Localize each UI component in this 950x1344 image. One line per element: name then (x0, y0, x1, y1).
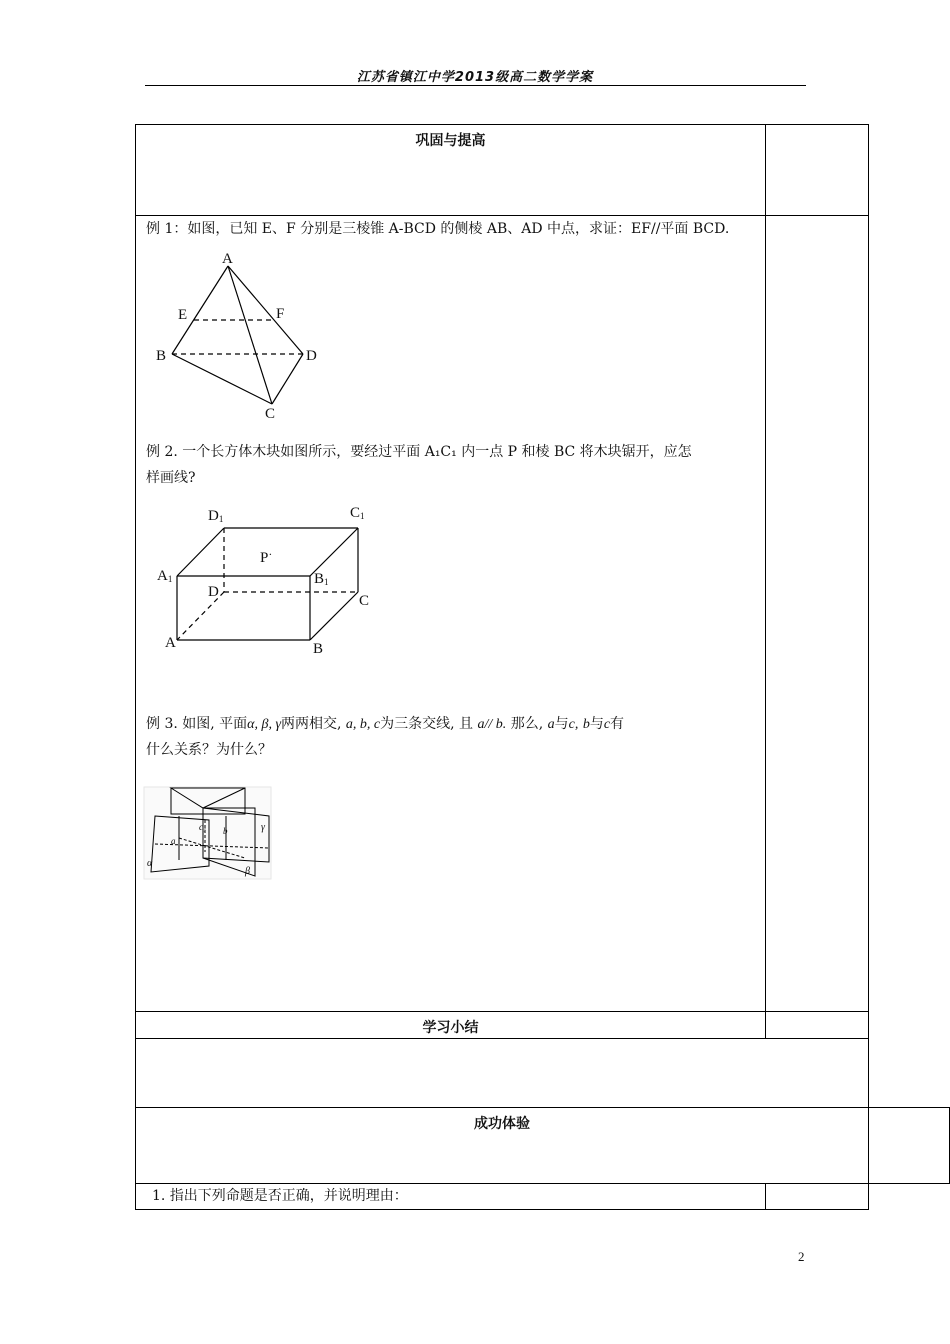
exercise-side-cell (765, 1183, 869, 1210)
summary-title: 学习小结 (422, 1020, 479, 1036)
success-side-cell (868, 1107, 950, 1184)
header-rule (145, 85, 806, 86)
label-D: D (208, 584, 219, 600)
edge-ac (228, 266, 272, 404)
label-C: C (359, 593, 370, 609)
success-title: 成功体验 (474, 1116, 530, 1132)
label-A: A (222, 251, 233, 267)
label-E: E (178, 307, 188, 323)
consolidate-side-cell (765, 124, 869, 216)
example-2-line-1: 例 2. 一个长方体木块如图所示，要经过平面 A₁C₁ 内一点 P 和棱 BC 将木块锯开，应怎 (146, 444, 692, 460)
label-C1: C1 (350, 505, 365, 521)
label-F: F (276, 306, 285, 322)
label-B1: B1 (314, 571, 329, 587)
exercise-1-text: 1. 指出下列命题是否正确，并说明理由： (152, 1188, 408, 1204)
label-c1: c₁ (199, 822, 207, 832)
consolidate-title: 巩固与提高 (415, 133, 486, 149)
figure-tetrahedron (150, 248, 330, 423)
label-b: b (223, 826, 228, 836)
edge-dc (272, 354, 303, 404)
label-D1: D1 (208, 508, 224, 524)
summary-body-cell (135, 1038, 869, 1108)
examples-side-cell (765, 215, 869, 1012)
header-title: 江苏省镇江中学2013级高二数学学案 (356, 70, 594, 85)
label-gamma: γ (261, 822, 265, 833)
edge-bc (172, 354, 272, 404)
label-D: D (306, 348, 317, 364)
label-A: A (165, 635, 176, 651)
summary-side-cell (765, 1011, 869, 1039)
label-B: B (313, 641, 324, 657)
example-2-line-2: 样画线? (146, 470, 196, 486)
label-alpha: α (147, 858, 153, 869)
label-A1: A1 (157, 568, 173, 584)
label-C: C (265, 406, 276, 422)
label-B: B (156, 348, 167, 364)
edge-ad (228, 266, 303, 354)
example-3-line-1: 例 3. 如图, 平面α, β, γ两两相交, a, b, c为三条交线, 且 a// b. 那么, a与c, b与c有 (146, 716, 625, 732)
example-3-line-2: 什么关系？为什么？ (146, 742, 272, 758)
label-a: a (171, 836, 176, 846)
label-P: P· (260, 547, 273, 566)
figure-three-planes (143, 786, 273, 881)
label-beta: β (245, 866, 250, 877)
example-1-text: 例 1：如图，已知 E、F 分别是三棱锥 A-BCD 的侧棱 AB、AD 中点，求证：EF//平面 BCD. (146, 221, 730, 237)
figure-cuboid (150, 500, 390, 665)
page-number: 2 (798, 1249, 805, 1264)
